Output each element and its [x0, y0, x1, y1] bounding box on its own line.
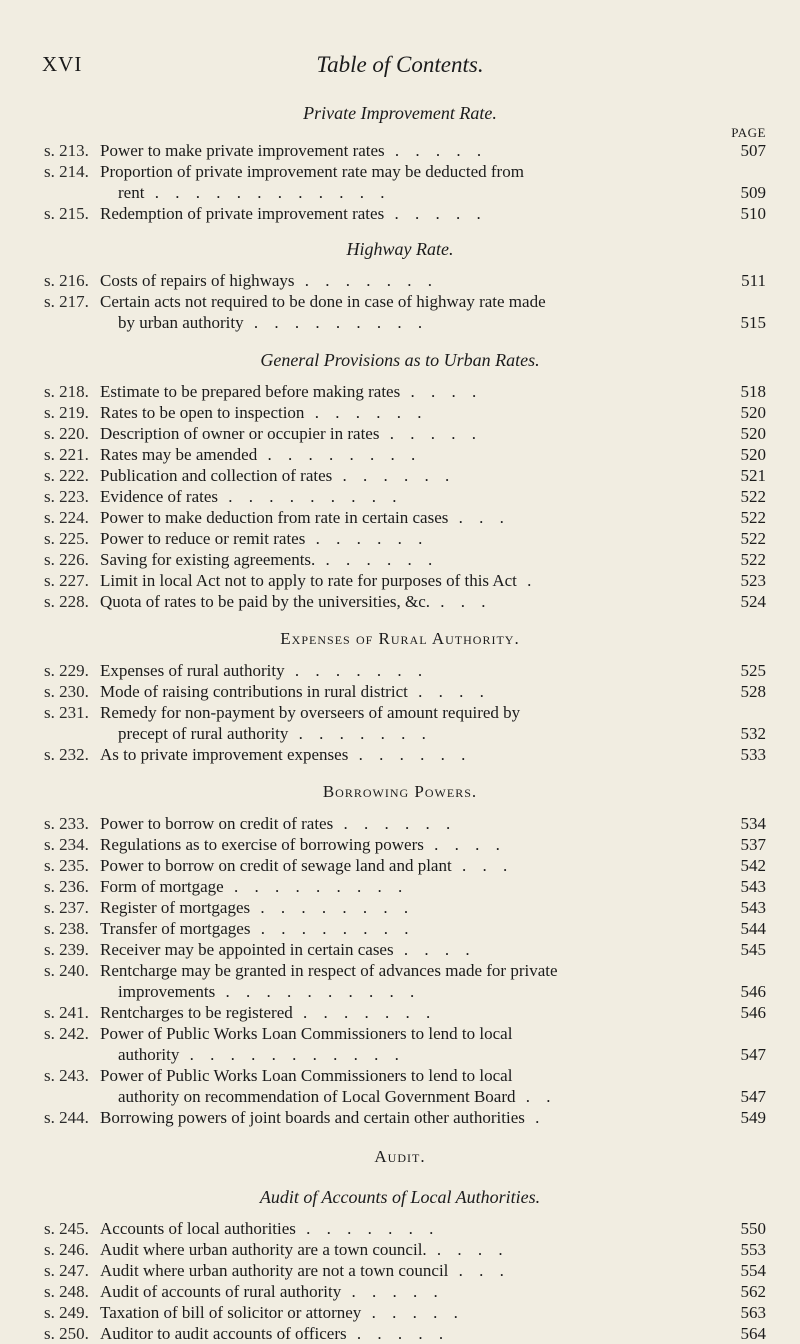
page-ref: 524	[740, 592, 766, 611]
dot-leader: . . . . . . . .	[250, 919, 415, 938]
toc-entry	[0, 1323, 800, 1344]
entry-title: Audit where urban authority are a town council.	[100, 1240, 427, 1259]
section-number: s. 234.	[44, 835, 89, 854]
table-of-contents	[0, 100, 800, 1344]
toc-entry	[0, 549, 800, 570]
entry-title: Estimate to be prepared before making rates	[100, 382, 401, 401]
section-number: s. 244.	[44, 1108, 89, 1127]
toc-entry	[0, 161, 800, 203]
dot-leader: . . . . .	[361, 1303, 464, 1322]
dot-leader: . . . . . .	[333, 814, 457, 833]
section-number: s. 236.	[44, 877, 89, 896]
dot-leader: . . . . . . .	[288, 724, 432, 743]
entry-title-continuation: by urban authority	[118, 313, 244, 332]
toc-entry	[0, 813, 800, 834]
page-ref: 507	[740, 141, 766, 160]
section-number: s. 224.	[44, 508, 89, 527]
entry-title: Receiver may be appointed in certain cases	[100, 940, 394, 959]
entry-title-continuation: rent	[118, 183, 145, 202]
section-title: Audit.	[374, 1147, 426, 1166]
toc-entry	[0, 897, 800, 918]
section-number: s. 241.	[44, 1003, 89, 1022]
entry-title: Power to reduce or remit rates	[100, 529, 306, 548]
dot-leader: . . . . .	[346, 1324, 450, 1343]
section-number: s. 217.	[44, 292, 89, 311]
dot-leader: . . . . .	[379, 424, 482, 443]
running-title: Table of Contents.	[316, 52, 484, 77]
entry-title: Rentcharge may be granted in respect of advances made for private	[100, 961, 558, 980]
dot-leader: . . . . .	[341, 1282, 444, 1301]
toc-section	[0, 779, 800, 1128]
page-number: XVI	[42, 52, 83, 76]
entry-title: Borrowing powers of joint boards and certain other authorities	[100, 1108, 525, 1127]
page-ref: 550	[740, 1219, 766, 1238]
page-ref: 520	[740, 424, 766, 443]
section-number: s. 218.	[44, 382, 89, 401]
entry-title: Quota of rates to be paid by the universities, &c.	[100, 592, 430, 611]
page-ref: 523	[740, 571, 766, 590]
page-ref: 518	[740, 382, 766, 401]
dot-leader: . . . . . . . . . .	[215, 982, 421, 1001]
dot-leader: . . .	[451, 856, 514, 875]
toc-entry	[0, 203, 800, 224]
section-number: s. 238.	[44, 919, 89, 938]
entry-title: As to private improvement expenses	[100, 745, 349, 764]
section-number: s. 229.	[44, 661, 89, 680]
page-ref: 549	[740, 1108, 766, 1127]
page-ref: 533	[740, 745, 766, 764]
entry-title: Power to make private improvement rates	[100, 141, 385, 160]
page-ref: 554	[740, 1261, 766, 1280]
toc-section	[0, 1144, 800, 1178]
toc-entry	[0, 291, 800, 333]
page-ref: 544	[740, 919, 766, 938]
dot-leader: . .	[515, 1087, 557, 1106]
page-ref: 537	[740, 835, 766, 854]
entry-title: Power of Public Works Loan Commissioners to lend to local	[100, 1066, 513, 1085]
toc-entry	[0, 1023, 800, 1065]
entry-title: Transfer of mortgages	[100, 919, 251, 938]
dot-leader: . . . .	[400, 382, 483, 401]
entry-title: Rentcharges to be registered	[100, 1003, 293, 1022]
dot-leader: . . . . . . . .	[257, 445, 422, 464]
section-number: s. 226.	[44, 550, 89, 569]
page-header	[0, 52, 800, 82]
toc-entry	[0, 702, 800, 744]
dot-leader: . . . . . . . . .	[243, 313, 429, 332]
page-ref: 521	[740, 466, 766, 485]
toc-entry	[0, 444, 800, 465]
toc-section	[0, 100, 800, 224]
page-ref: 520	[740, 445, 766, 464]
toc-entry	[0, 528, 800, 549]
dot-leader: . . . . . .	[304, 403, 428, 422]
entry-title: Costs of repairs of highways	[100, 271, 295, 290]
section-number: s. 243.	[44, 1066, 89, 1085]
section-number: s. 221.	[44, 445, 89, 464]
toc-entry	[0, 402, 800, 423]
section-number: s. 249.	[44, 1303, 89, 1322]
toc-entry	[0, 1218, 800, 1239]
page-ref: 545	[740, 940, 766, 959]
dot-leader: . . . . . . . . .	[223, 877, 409, 896]
page-ref: 534	[740, 814, 766, 833]
dot-leader: . . .	[448, 1261, 510, 1280]
entry-title: Auditor to audit accounts of officers	[100, 1324, 347, 1343]
toc-entry	[0, 918, 800, 939]
page-ref: 525	[740, 661, 766, 680]
section-number: s. 230.	[44, 682, 89, 701]
toc-entry	[0, 465, 800, 486]
toc-entry	[0, 486, 800, 507]
section-number: s. 233.	[44, 814, 89, 833]
section-number: s. 216.	[44, 271, 89, 290]
section-number: s. 232.	[44, 745, 89, 764]
entry-title: Rates may be amended	[100, 445, 258, 464]
page-ref: 546	[740, 1003, 766, 1022]
toc-section	[0, 626, 800, 765]
page-ref: 546	[740, 982, 766, 1001]
section-number: s. 222.	[44, 466, 89, 485]
section-title: Highway Rate.	[346, 239, 454, 259]
section-number: s. 219.	[44, 403, 89, 422]
page-ref: 547	[740, 1045, 766, 1064]
page-ref: 510	[740, 204, 766, 223]
page-ref: 543	[740, 877, 766, 896]
toc-entry	[0, 570, 800, 591]
entry-title: Expenses of rural authority	[100, 661, 285, 680]
entry-title: Redemption of private improvement rates	[100, 204, 385, 223]
page-ref: 543	[740, 898, 766, 917]
page-ref: 520	[740, 403, 766, 422]
page-ref: 522	[740, 508, 766, 527]
dot-leader: . . . . . .	[348, 745, 472, 764]
toc-entry	[0, 939, 800, 960]
dot-leader: . . . . . . . .	[250, 898, 415, 917]
entry-title: Limit in local Act not to apply to rate for purposes of this Act	[100, 571, 517, 590]
entry-title: Description of owner or occupier in rates	[100, 424, 380, 443]
dot-leader: . . . .	[393, 940, 476, 959]
dot-leader: . . . . . . .	[292, 1003, 437, 1022]
entry-title-continuation: improvements	[118, 982, 216, 1001]
section-number: s. 246.	[44, 1240, 89, 1259]
page-ref: 522	[740, 487, 766, 506]
section-number: s. 220.	[44, 424, 89, 443]
toc-entry	[0, 507, 800, 528]
dot-leader: .	[524, 1108, 546, 1127]
section-number: s. 250.	[44, 1324, 89, 1343]
entry-title: Certain acts not required to be done in case of highway rate made	[100, 292, 546, 311]
entry-title-continuation: authority	[118, 1045, 180, 1064]
page-ref: 522	[740, 529, 766, 548]
entry-title: Register of mortgages	[100, 898, 251, 917]
section-title: Private Improvement Rate.	[303, 103, 497, 123]
entry-title: Taxation of bill of solicitor or attorney	[100, 1303, 362, 1322]
section-number: s. 239.	[44, 940, 89, 959]
section-title: Expenses of Rural Authority.	[280, 629, 520, 648]
dot-leader: . . . .	[407, 682, 490, 701]
toc-entry	[0, 1065, 800, 1107]
page-ref: 562	[740, 1282, 766, 1301]
page-ref: 563	[740, 1303, 766, 1322]
dot-leader: . . . . . .	[332, 466, 456, 485]
dot-leader: . . .	[430, 592, 492, 611]
page-ref: 532	[740, 724, 766, 743]
toc-entry	[0, 1260, 800, 1281]
entry-title: Audit where urban authority are not a town council	[100, 1261, 449, 1280]
page-ref: 564	[740, 1324, 766, 1343]
dot-leader: . . . . . . . . . . . .	[144, 183, 391, 202]
section-number: s. 215.	[44, 204, 89, 223]
page-ref: 511	[741, 271, 766, 290]
toc-entry	[0, 1302, 800, 1323]
page-ref: 542	[740, 856, 766, 875]
dot-leader: . . . .	[423, 835, 506, 854]
dot-leader: . . . . . . . . . . .	[179, 1045, 405, 1064]
section-title: Audit of Accounts of Local Authorities.	[259, 1187, 541, 1207]
dot-leader: . . . . .	[384, 204, 487, 223]
section-number: s. 225.	[44, 529, 89, 548]
entry-title: Mode of raising contributions in rural district	[100, 682, 408, 701]
dot-leader: . . . . . .	[305, 529, 429, 548]
dot-leader: . . . . . .	[315, 550, 439, 569]
page-ref: 528	[740, 682, 766, 701]
toc-entry	[0, 960, 800, 1002]
entry-title: Proportion of private improvement rate may be deducted from	[100, 162, 524, 181]
section-title: General Provisions as to Urban Rates.	[260, 350, 540, 370]
toc-entry	[0, 1002, 800, 1023]
section-number: s. 245.	[44, 1219, 89, 1238]
toc-entry	[0, 381, 800, 402]
dot-leader: . . . .	[426, 1240, 509, 1259]
entry-title: Rates to be open to inspection	[100, 403, 305, 422]
entry-title: Evidence of rates	[100, 487, 218, 506]
toc-entry	[0, 423, 800, 444]
entry-title-continuation: authority on recommendation of Local Government Board	[118, 1087, 516, 1106]
dot-leader: .	[516, 571, 538, 590]
dot-leader: . . . . . . .	[284, 661, 429, 680]
section-number: s. 240.	[44, 961, 89, 980]
dot-leader: . . . . . . .	[295, 1219, 440, 1238]
toc-entry	[0, 876, 800, 897]
section-title: Borrowing Powers.	[322, 782, 478, 801]
toc-entry	[0, 591, 800, 612]
entry-title-continuation: precept of rural authority	[118, 724, 289, 743]
toc-entry	[0, 681, 800, 702]
section-number: s. 228.	[44, 592, 89, 611]
entry-title: Power to borrow on credit of sewage land and plant	[100, 856, 452, 875]
section-number: s. 231.	[44, 703, 89, 722]
page-ref: 522	[740, 550, 766, 569]
toc-entry	[0, 660, 800, 681]
toc-entry	[0, 744, 800, 765]
toc-entry	[0, 1281, 800, 1302]
page-column-label: PAGE	[731, 125, 766, 140]
toc-entry	[0, 1107, 800, 1128]
toc-entry	[0, 270, 800, 291]
section-number: s. 227.	[44, 571, 89, 590]
section-number: s. 242.	[44, 1024, 89, 1043]
section-number: s. 223.	[44, 487, 89, 506]
toc-section	[0, 1184, 800, 1344]
entry-title: Power to borrow on credit of rates	[100, 814, 334, 833]
toc-entry	[0, 140, 800, 161]
page-ref: 553	[740, 1240, 766, 1259]
entry-title: Remedy for non-payment by overseers of amount required by	[100, 703, 521, 722]
toc-entry	[0, 855, 800, 876]
section-number: s. 248.	[44, 1282, 89, 1301]
toc-section	[0, 236, 800, 333]
entry-title: Form of mortgage	[100, 877, 224, 896]
section-number: s. 214.	[44, 162, 89, 181]
dot-leader: . . . . . . . . .	[218, 487, 403, 506]
section-number: s. 235.	[44, 856, 89, 875]
page-ref: 547	[740, 1087, 766, 1106]
toc-section	[0, 347, 800, 612]
entry-title: Saving for existing agreements.	[100, 550, 316, 569]
section-number: s. 213.	[44, 141, 89, 160]
dot-leader: . . . . .	[384, 141, 488, 160]
entry-title: Power of Public Works Loan Commissioners to lend to local	[100, 1024, 513, 1043]
entry-title: Audit of accounts of rural authority	[100, 1282, 342, 1301]
entry-title: Publication and collection of rates	[100, 466, 333, 485]
page-ref: 515	[740, 313, 766, 332]
entry-title: Power to make deduction from rate in certain cases	[100, 508, 449, 527]
toc-entry	[0, 1239, 800, 1260]
dot-leader: . . .	[448, 508, 510, 527]
section-number: s. 247.	[44, 1261, 89, 1280]
toc-entry	[0, 834, 800, 855]
section-number: s. 237.	[44, 898, 89, 917]
page-ref: 509	[740, 183, 766, 202]
entry-title: Accounts of local authorities	[100, 1219, 296, 1238]
dot-leader: . . . . . . .	[294, 271, 439, 290]
entry-title: Regulations as to exercise of borrowing powers	[100, 835, 424, 854]
